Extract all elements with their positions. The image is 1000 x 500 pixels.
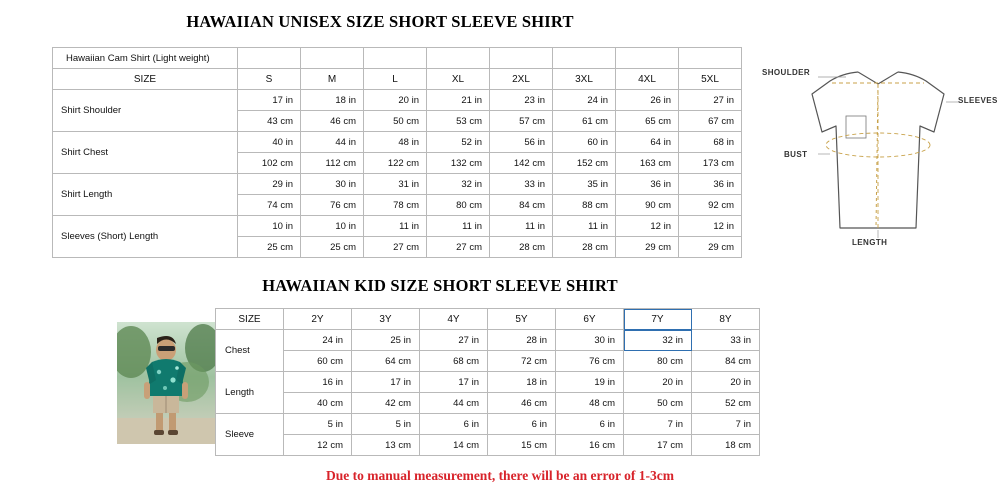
adult-sleeve-in-2xl: 11 in (490, 216, 553, 237)
adult-row-label-length: Shirt Length (53, 174, 238, 216)
adult-sleeve-cm-xl: 27 cm (427, 237, 490, 258)
adult-col-3xl: 3XL (553, 69, 616, 90)
table-row (216, 435, 760, 456)
table-row (216, 372, 760, 393)
adult-header-blank-6 (553, 48, 616, 69)
kid-length-in-7y: 20 in (624, 372, 692, 393)
adult-row-label-sleeves: Sleeves (Short) Length (53, 216, 238, 258)
adult-length-in-xl: 32 in (427, 174, 490, 195)
adult-sleeve-cm-2xl: 28 cm (490, 237, 553, 258)
kid-chest-in-3y: 25 in (352, 330, 420, 351)
kid-length-cm-2y: 40 cm (284, 393, 352, 414)
adult-chest-cm-3xl: 152 cm (553, 153, 616, 174)
adult-chest-cm-5xl: 173 cm (679, 153, 742, 174)
table-row (216, 393, 760, 414)
kid-col-4y: 4Y (420, 309, 488, 330)
table-row (53, 174, 742, 195)
adult-shoulder-cm-4xl: 65 cm (616, 111, 679, 132)
kid-chest-cm-5y: 72 cm (488, 351, 556, 372)
diagram-label-sleeves: SLEEVES (958, 96, 998, 105)
adult-header-blank-7 (616, 48, 679, 69)
kid-chest-cm-2y: 60 cm (284, 351, 352, 372)
adult-shoulder-in-4xl: 26 in (616, 90, 679, 111)
kid-chest-cm-4y: 68 cm (420, 351, 488, 372)
table-row (53, 90, 742, 111)
kid-length-cm-6y: 48 cm (556, 393, 624, 414)
adult-length-in-l: 31 in (364, 174, 427, 195)
adult-table-note: Hawaiian Cam Shirt (Light weight) (53, 48, 238, 69)
kid-chest-in-2y: 24 in (284, 330, 352, 351)
diagram-label-length: LENGTH (852, 238, 888, 247)
adult-col-5xl: 5XL (679, 69, 742, 90)
adult-row-label-shoulder: Shirt Shoulder (53, 90, 238, 132)
adult-shoulder-in-s: 17 in (238, 90, 301, 111)
adult-length-cm-l: 78 cm (364, 195, 427, 216)
adult-sleeve-cm-4xl: 29 cm (616, 237, 679, 258)
kid-sleeve-cm-8y: 18 cm (692, 435, 760, 456)
adult-shoulder-cm-m: 46 cm (301, 111, 364, 132)
kid-sleeve-cm-6y: 16 cm (556, 435, 624, 456)
adult-chest-cm-m: 112 cm (301, 153, 364, 174)
adult-chest-cm-2xl: 142 cm (490, 153, 553, 174)
adult-sleeve-cm-s: 25 cm (238, 237, 301, 258)
kid-length-in-4y: 17 in (420, 372, 488, 393)
kid-length-cm-4y: 44 cm (420, 393, 488, 414)
adult-shoulder-cm-l: 50 cm (364, 111, 427, 132)
kid-length-in-6y: 19 in (556, 372, 624, 393)
adult-sleeve-in-m: 10 in (301, 216, 364, 237)
table-row (53, 48, 742, 69)
kid-length-cm-5y: 46 cm (488, 393, 556, 414)
adult-col-xl: XL (427, 69, 490, 90)
adult-chest-in-2xl: 56 in (490, 132, 553, 153)
kid-length-in-3y: 17 in (352, 372, 420, 393)
table-row (216, 414, 760, 435)
kid-chart-title: HAWAIIAN KID SIZE SHORT SLEEVE SHIRT (262, 276, 618, 295)
adult-chest-in-5xl: 68 in (679, 132, 742, 153)
adult-shoulder-in-5xl: 27 in (679, 90, 742, 111)
adult-length-in-3xl: 35 in (553, 174, 616, 195)
adult-header-blank-4 (427, 48, 490, 69)
kid-length-in-5y: 18 in (488, 372, 556, 393)
kid-chest-cm-6y: 76 cm (556, 351, 624, 372)
adult-length-cm-m: 76 cm (301, 195, 364, 216)
adult-shoulder-cm-5xl: 67 cm (679, 111, 742, 132)
adult-shoulder-in-3xl: 24 in (553, 90, 616, 111)
adult-chest-in-xl: 52 in (427, 132, 490, 153)
adult-chest-cm-s: 102 cm (238, 153, 301, 174)
adult-sleeve-in-xl: 11 in (427, 216, 490, 237)
adult-shoulder-cm-xl: 53 cm (427, 111, 490, 132)
adult-chest-in-4xl: 64 in (616, 132, 679, 153)
kid-sleeve-in-8y: 7 in (692, 414, 760, 435)
adult-sleeve-in-4xl: 12 in (616, 216, 679, 237)
kid-col-2y: 2Y (284, 309, 352, 330)
adult-length-cm-xl: 80 cm (427, 195, 490, 216)
kid-size-header: SIZE (216, 309, 284, 330)
kid-sleeve-in-7y: 7 in (624, 414, 692, 435)
adult-chest-in-3xl: 60 in (553, 132, 616, 153)
adult-length-cm-5xl: 92 cm (679, 195, 742, 216)
kid-sleeve-in-6y: 6 in (556, 414, 624, 435)
kid-sleeve-cm-5y: 15 cm (488, 435, 556, 456)
adult-sleeve-in-l: 11 in (364, 216, 427, 237)
adult-shoulder-in-xl: 21 in (427, 90, 490, 111)
kid-sleeve-in-5y: 6 in (488, 414, 556, 435)
kid-sleeve-cm-7y: 17 cm (624, 435, 692, 456)
kid-col-3y: 3Y (352, 309, 420, 330)
adult-size-table (52, 47, 742, 258)
kid-chest-in-6y: 30 in (556, 330, 624, 351)
adult-length-in-m: 30 in (301, 174, 364, 195)
kid-length-cm-3y: 42 cm (352, 393, 420, 414)
adult-sleeve-in-3xl: 11 in (553, 216, 616, 237)
adult-sleeve-cm-5xl: 29 cm (679, 237, 742, 258)
kid-row-label-length: Length (216, 372, 284, 414)
adult-shoulder-cm-2xl: 57 cm (490, 111, 553, 132)
measurement-disclaimer: Due to manual measurement, there will be an error of 1-3cm (325, 468, 675, 483)
adult-row-label-chest: Shirt Chest (53, 132, 238, 174)
adult-header-blank-5 (490, 48, 553, 69)
adult-chart-title: HAWAIIAN UNISEX SIZE SHORT SLEEVE SHIRT (186, 12, 574, 31)
adult-length-in-5xl: 36 in (679, 174, 742, 195)
kid-chest-cm-3y: 64 cm (352, 351, 420, 372)
adult-length-in-2xl: 33 in (490, 174, 553, 195)
kid-sleeve-in-4y: 6 in (420, 414, 488, 435)
adult-length-cm-3xl: 88 cm (553, 195, 616, 216)
kid-size-table (215, 308, 760, 456)
adult-length-cm-2xl: 84 cm (490, 195, 553, 216)
adult-shoulder-in-2xl: 23 in (490, 90, 553, 111)
adult-shoulder-cm-s: 43 cm (238, 111, 301, 132)
kid-chest-cm-8y: 84 cm (692, 351, 760, 372)
adult-sleeve-in-s: 10 in (238, 216, 301, 237)
adult-chest-in-s: 40 in (238, 132, 301, 153)
kid-chest-in-8y: 33 in (692, 330, 760, 351)
adult-col-2xl: 2XL (490, 69, 553, 90)
kid-sleeve-in-3y: 5 in (352, 414, 420, 435)
adult-length-cm-4xl: 90 cm (616, 195, 679, 216)
table-row (53, 132, 742, 153)
table-row (53, 216, 742, 237)
kid-length-cm-7y: 50 cm (624, 393, 692, 414)
adult-length-cm-s: 74 cm (238, 195, 301, 216)
adult-shoulder-in-l: 20 in (364, 90, 427, 111)
diagram-label-bust: BUST (784, 150, 808, 159)
adult-col-l: L (364, 69, 427, 90)
kid-chest-in-4y: 27 in (420, 330, 488, 351)
kid-col-6y: 6Y (556, 309, 624, 330)
adult-header-blank-1 (238, 48, 301, 69)
adult-sleeve-cm-l: 27 cm (364, 237, 427, 258)
adult-chest-cm-xl: 132 cm (427, 153, 490, 174)
adult-chest-cm-l: 122 cm (364, 153, 427, 174)
kid-sleeve-cm-3y: 13 cm (352, 435, 420, 456)
kid-length-in-8y: 20 in (692, 372, 760, 393)
adult-header-blank-2 (301, 48, 364, 69)
adult-header-blank-3 (364, 48, 427, 69)
adult-chest-in-l: 48 in (364, 132, 427, 153)
kid-chest-in-7y[interactable]: 32 in (624, 330, 692, 351)
kid-sleeve-cm-4y: 14 cm (420, 435, 488, 456)
kid-sleeve-in-2y: 5 in (284, 414, 352, 435)
adult-col-4xl: 4XL (616, 69, 679, 90)
table-row (216, 351, 760, 372)
adult-col-s: S (238, 69, 301, 90)
kid-photo-illustration (117, 322, 215, 444)
kid-chest-cm-7y: 80 cm (624, 351, 692, 372)
kid-row-label-sleeve: Sleeve (216, 414, 284, 456)
adult-sleeve-cm-m: 25 cm (301, 237, 364, 258)
shirt-measurement-diagram (760, 50, 996, 260)
kid-col-8y: 8Y (692, 309, 760, 330)
kid-sleeve-cm-2y: 12 cm (284, 435, 352, 456)
adult-sleeve-cm-3xl: 28 cm (553, 237, 616, 258)
kid-length-cm-8y: 52 cm (692, 393, 760, 414)
diagram-label-shoulder: SHOULDER (762, 68, 811, 77)
kid-col-5y: 5Y (488, 309, 556, 330)
adult-size-header: SIZE (53, 69, 238, 90)
table-row (216, 330, 760, 351)
kid-length-in-2y: 16 in (284, 372, 352, 393)
table-row (53, 69, 742, 90)
kid-model-photo (117, 322, 215, 444)
kid-row-label-chest: Chest (216, 330, 284, 372)
kid-chest-in-5y: 28 in (488, 330, 556, 351)
adult-shoulder-in-m: 18 in (301, 90, 364, 111)
adult-chest-cm-4xl: 163 cm (616, 153, 679, 174)
adult-header-blank-8 (679, 48, 742, 69)
adult-length-in-4xl: 36 in (616, 174, 679, 195)
adult-shoulder-cm-3xl: 61 cm (553, 111, 616, 132)
adult-chest-in-m: 44 in (301, 132, 364, 153)
adult-length-in-s: 29 in (238, 174, 301, 195)
adult-sleeve-in-5xl: 12 in (679, 216, 742, 237)
adult-col-m: M (301, 69, 364, 90)
table-row (216, 309, 760, 330)
kid-col-7y[interactable]: 7Y (624, 309, 692, 330)
